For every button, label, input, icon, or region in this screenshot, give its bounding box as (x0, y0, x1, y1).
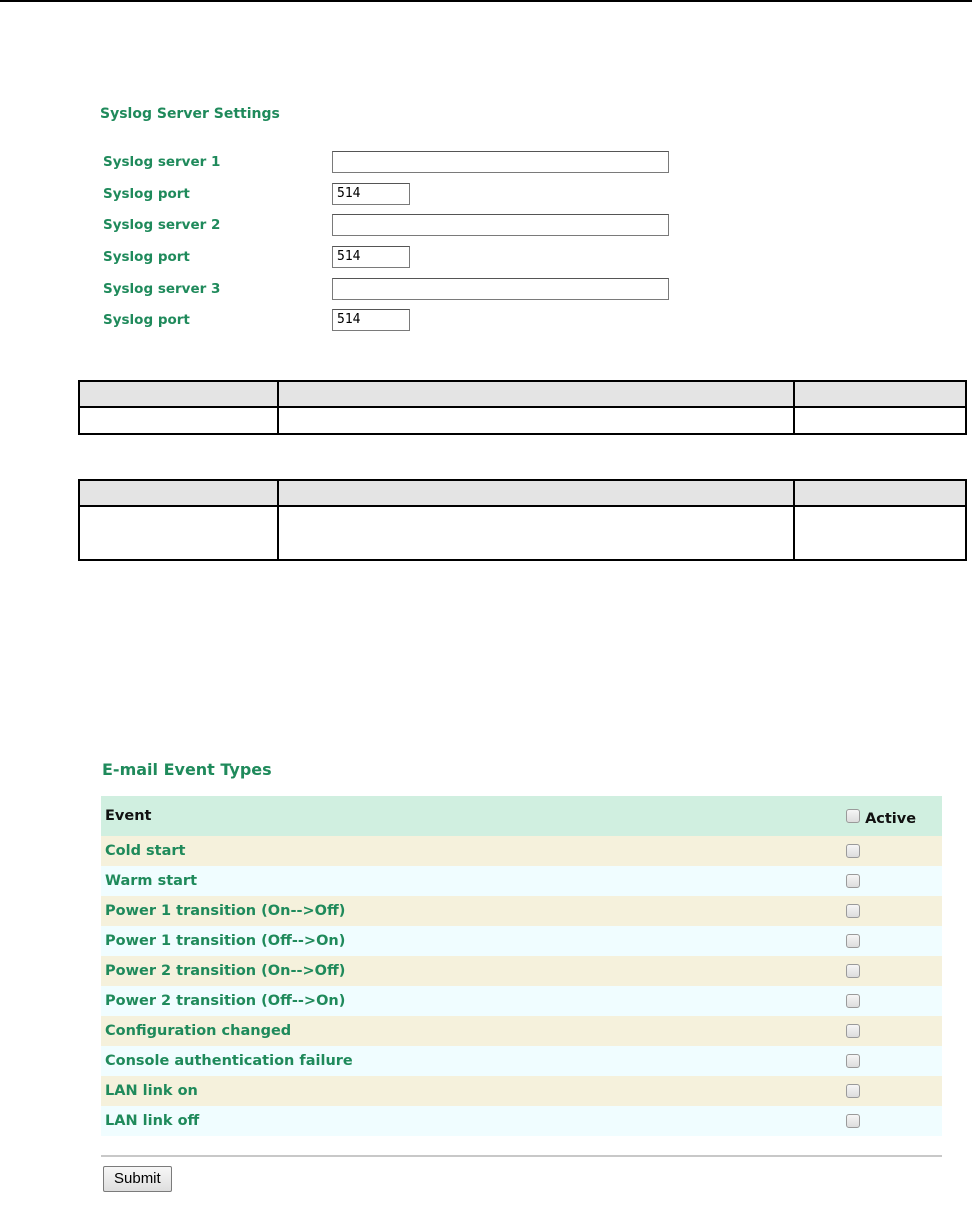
syslog-section-title: Syslog Server Settings (100, 106, 280, 122)
active-cell (838, 866, 942, 896)
event-checkbox[interactable] (846, 844, 860, 858)
doc-table-cell (278, 506, 794, 560)
event-row-power1-on-off (101, 896, 942, 926)
syslog-port-3-label: Syslog port (103, 312, 190, 328)
active-cell (838, 1106, 942, 1136)
syslog-port-1-label: Syslog port (103, 186, 190, 202)
syslog-port-3-row (103, 309, 703, 333)
event-row-power2-off-on (101, 986, 942, 1016)
doc-table-cell (278, 381, 794, 407)
event-table (101, 796, 942, 1136)
event-checkbox[interactable] (846, 994, 860, 1008)
doc-table-1-row (79, 407, 966, 434)
active-cell (838, 836, 942, 866)
active-header-label: Active (865, 811, 917, 827)
doc-table-cell (278, 480, 794, 506)
doc-table-cell (79, 480, 278, 506)
doc-table-1 (78, 380, 967, 435)
active-cell (838, 896, 942, 926)
doc-table-cell (278, 407, 794, 434)
event-label: Power 2 transition (Off-->On) (101, 986, 838, 1016)
doc-table-1-header (79, 381, 966, 407)
submit-button[interactable]: Submit (103, 1166, 172, 1192)
syslog-port-2-input[interactable]: 514 (332, 246, 410, 268)
event-checkbox[interactable] (846, 934, 860, 948)
event-label: Power 1 transition (On-->Off) (101, 896, 838, 926)
syslog-server-3-row (103, 278, 703, 302)
event-checkbox[interactable] (846, 904, 860, 918)
event-checkbox[interactable] (846, 874, 860, 888)
email-event-types-title: E-mail Event Types (102, 760, 272, 779)
active-cell (838, 1076, 942, 1106)
doc-table-cell (794, 407, 966, 434)
syslog-server-3-label: Syslog server 3 (103, 281, 221, 297)
syslog-port-2-label: Syslog port (103, 249, 190, 265)
event-label: Configuration changed (101, 1016, 838, 1046)
event-checkbox[interactable] (846, 1114, 860, 1128)
active-column-header (838, 796, 942, 836)
syslog-server-2-row (103, 214, 703, 238)
syslog-port-3-input[interactable]: 514 (332, 309, 410, 331)
event-table-header (101, 796, 942, 836)
event-row-console-auth-failure (101, 1046, 942, 1076)
doc-table-2-header (79, 480, 966, 506)
syslog-server-3-input[interactable] (332, 278, 669, 300)
event-checkbox[interactable] (846, 1054, 860, 1068)
event-label: Console authentication failure (101, 1046, 838, 1076)
event-row-warm-start (101, 866, 942, 896)
event-label: Warm start (101, 866, 838, 896)
syslog-server-1-label: Syslog server 1 (103, 154, 221, 170)
syslog-port-1-input[interactable]: 514 (332, 183, 410, 205)
event-column-header: Event (101, 796, 838, 836)
event-checkbox[interactable] (846, 964, 860, 978)
event-label: Power 2 transition (On-->Off) (101, 956, 838, 986)
active-cell (838, 926, 942, 956)
syslog-port-2-row (103, 246, 703, 270)
syslog-server-2-input[interactable] (332, 214, 669, 236)
active-cell (838, 956, 942, 986)
doc-table-cell (79, 506, 278, 560)
syslog-server-1-row (103, 151, 703, 175)
doc-table-cell (79, 381, 278, 407)
event-label: LAN link off (101, 1106, 838, 1136)
doc-table-cell (79, 407, 278, 434)
doc-table-2 (78, 479, 967, 561)
syslog-port-1-row (103, 183, 703, 207)
page-top-rule (0, 0, 972, 2)
syslog-server-1-input[interactable] (332, 151, 669, 173)
event-label: LAN link on (101, 1076, 838, 1106)
event-row-configuration-changed (101, 1016, 942, 1046)
event-row-lan-link-off (101, 1106, 942, 1136)
doc-table-cell (794, 506, 966, 560)
doc-table-2-row (79, 506, 966, 560)
event-checkbox[interactable] (846, 1084, 860, 1098)
event-label: Power 1 transition (Off-->On) (101, 926, 838, 956)
doc-table-cell (794, 480, 966, 506)
syslog-server-2-label: Syslog server 2 (103, 217, 221, 233)
event-row-cold-start (101, 836, 942, 866)
event-checkbox[interactable] (846, 1024, 860, 1038)
event-label: Cold start (101, 836, 838, 866)
event-row-lan-link-on (101, 1076, 942, 1106)
active-cell (838, 986, 942, 1016)
event-row-power2-on-off (101, 956, 942, 986)
select-all-checkbox[interactable] (846, 809, 860, 823)
active-cell (838, 1016, 942, 1046)
doc-table-cell (794, 381, 966, 407)
form-divider (101, 1155, 942, 1157)
event-row-power1-off-on (101, 926, 942, 956)
active-cell (838, 1046, 942, 1076)
